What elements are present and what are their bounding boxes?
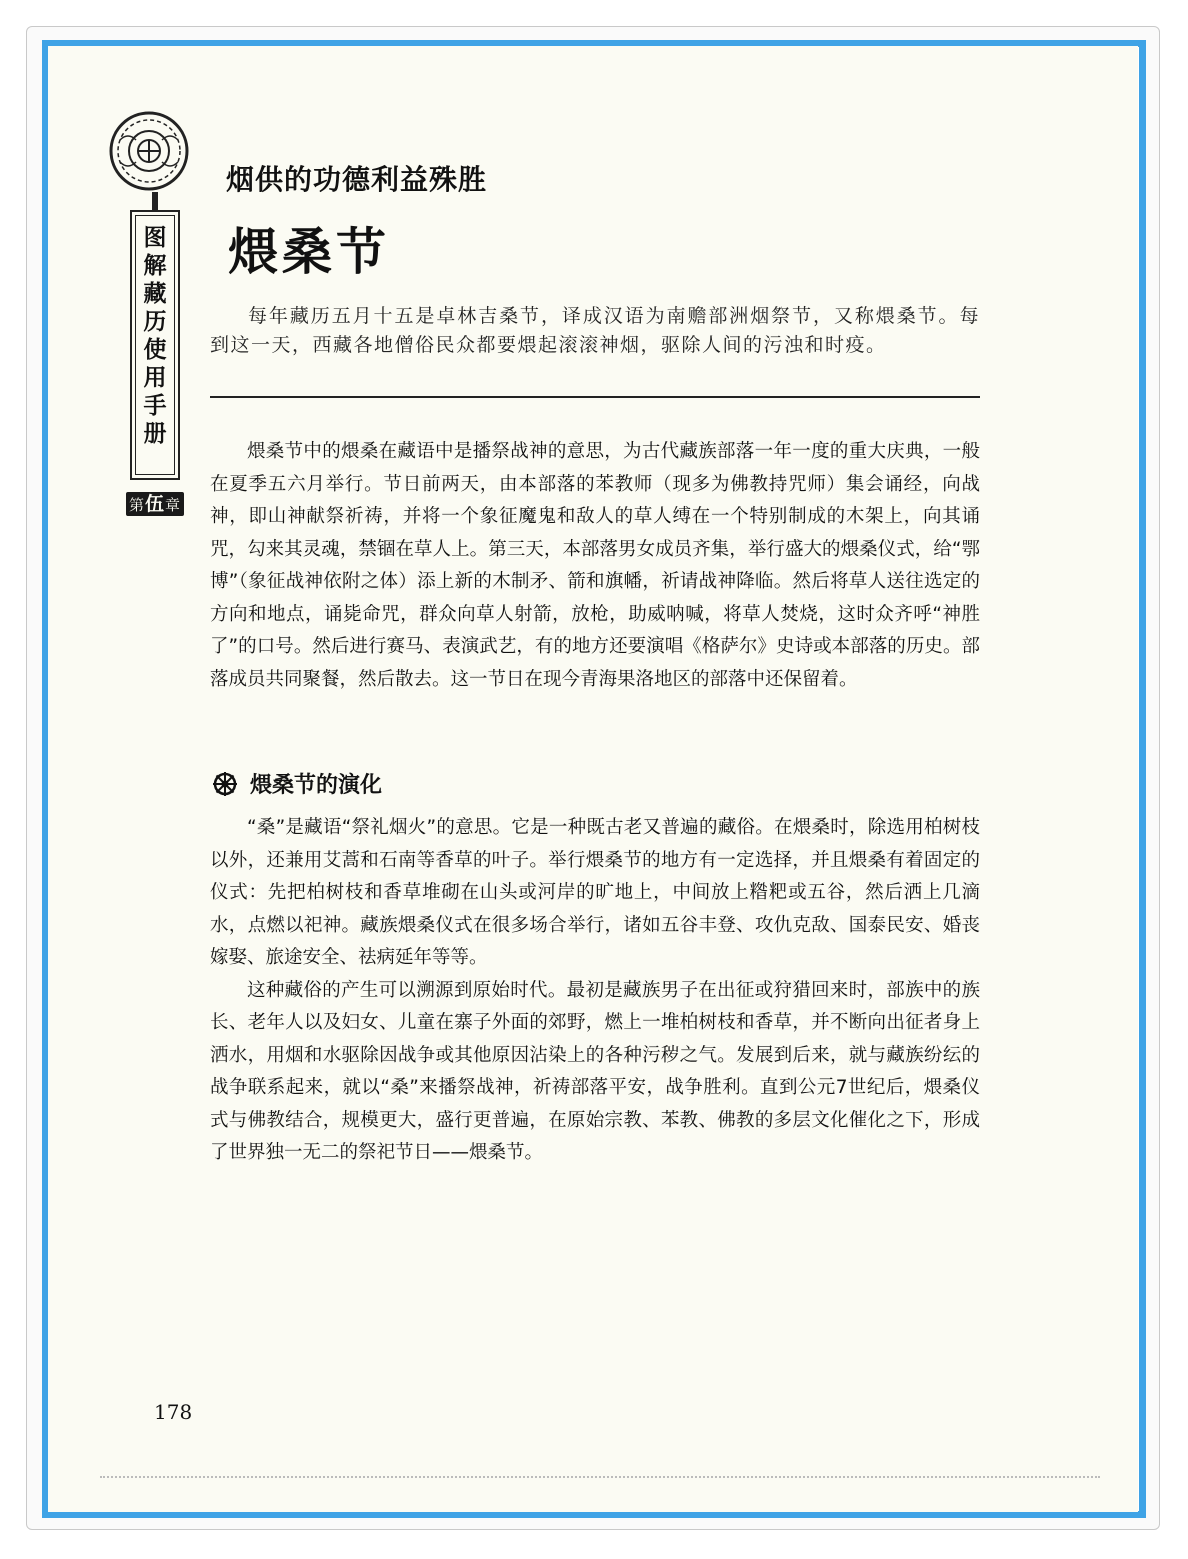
divider-rule	[210, 396, 980, 398]
body-paragraph-1	[210, 436, 980, 696]
dharma-wheel-icon	[212, 771, 238, 797]
chapter-prefix: 第	[128, 496, 145, 514]
paragraph-text: 煨桑节中的煨桑在藏语中是播祭战神的意思，为古代藏族部落一年一度的重大庆典，一般在夏季五六月举行。节日前两天，由本部落的苯教师（现多为佛教持咒师）集会诵经，向战神，即山神献祭祈祷，并将一个象征魔鬼和敌人的草人缚在一个特别制成的木架上，向其诵咒，勾来其灵魂，禁锢在草人上。第三天，本部落男女成员齐集，举行盛大的煨桑仪式，给“鄂博”（象征战神依附之体）添上新的木制矛、箭和旗幡，祈请战神降临。然后将草人送往选定的方向和地点，诵毙命咒，群众向草人射箭，放枪，助威呐喊，将草人焚烧，这时众齐呼“神胜了”的口号。然后进行赛马、表演武艺，有的地方还要演唱《格萨尔》史诗或本部落的历史。部落成员共同聚餐，然后散去。这一节日在现今青海果洛地区的部落中还保留着。	[210, 441, 980, 690]
chapter-suffix: 章	[165, 496, 182, 514]
body-paragraphs-2	[210, 812, 980, 1170]
intro-paragraph: 每年藏历五月十五是卓林吉桑节，译成汉语为南赡部洲烟祭节，又称煨桑节。每到这一天，西藏各地僧俗民众都要煨起滚滚神烟，驱除人间的污浊和时疫。	[210, 305, 980, 356]
section-subtitle: 烟供的功德利益殊胜	[226, 163, 488, 196]
paragraph-text: 这种藏俗的产生可以溯源到原始时代。最初是藏族男子在出征或狩猎回来时，部族中的族长、老年人以及妇女、儿童在寨子外面的郊野，燃上一堆柏树枝和香草，并不断向出征者身上洒水，用烟和水驱除因战争或其他原因沾染上的各种污秽之气。发展到后来，就与藏族纷纭的战争联系起来，就以“桑”来播祭战神，祈祷部落平安，战争胜利。直到公元7世纪后，煨桑仪式与佛教结合，规模更大，盛行更普遍，在原始宗教、苯教、佛教的多层文化催化之下，形成了世界独一无二的祭祀节日——煨桑节。	[210, 979, 980, 1163]
medallion-ornament-icon	[108, 110, 190, 192]
footer-dotted-line	[100, 1476, 1100, 1478]
page-number: 178	[154, 1400, 193, 1424]
section-heading	[212, 768, 382, 799]
book-title-vertical: 图解藏历使用手册	[143, 224, 167, 447]
chapter-number: 伍	[144, 493, 165, 515]
book-title-banner	[130, 210, 180, 480]
banner-stem	[152, 192, 158, 212]
chapter-tag	[126, 492, 184, 516]
book-page	[48, 46, 1138, 1512]
page-title: 煨桑节	[228, 223, 390, 281]
section-heading-text: 煨桑节的演化	[250, 773, 383, 798]
paragraph-text: “桑”是藏语“祭礼烟火”的意思。它是一种既古老又普遍的藏俗。在煨桑时，除选用柏树枝以外，还兼用艾蒿和石南等香草的叶子。举行煨桑节的地方有一定选择，并且煨桑有着固定的仪式：先把柏树枝和香草堆砌在山头或河岸的旷地上，中间放上糌粑或五谷，然后洒上几滴水，点燃以祀神。藏族煨桑仪式在很多场合举行，诸如五谷丰登、攻仇克敌、国泰民安、婚丧嫁娶、旅途安全、祛病延年等等。	[210, 817, 980, 968]
